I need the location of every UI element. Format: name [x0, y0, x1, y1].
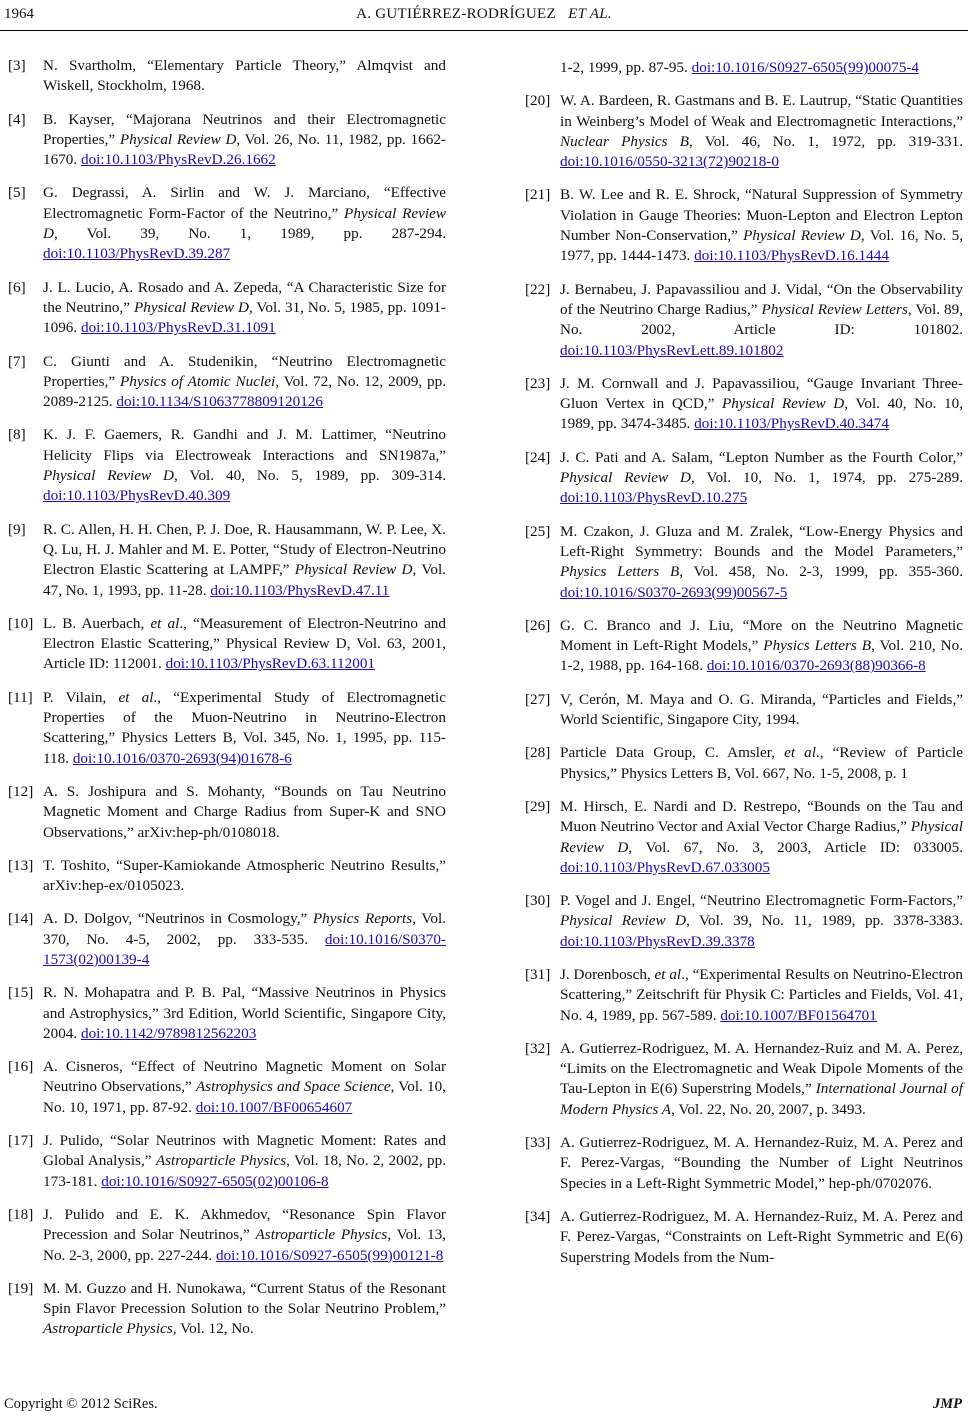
reference-number: [29] — [525, 797, 551, 815]
reference-text — [43, 1131, 446, 1192]
reference-text — [560, 616, 963, 677]
reference-number: [16] — [8, 1058, 34, 1076]
reference-number: [20] — [525, 92, 551, 110]
reference-text — [560, 185, 963, 266]
reference-text — [560, 522, 963, 603]
reference-text — [43, 352, 446, 413]
reference-entry — [525, 280, 963, 361]
reference-citation: A. Gutierrez-Rodriguez, M. A. Hernandez-Ruiz, M. A. Perez and F. Perez-Vargas, “Bounding the Number of Light Neutrinos Species in a Left-Right Symmetric Model,” hep-ph/0702076. — [560, 1134, 963, 1192]
reference-entry — [525, 1133, 963, 1194]
reference-citation: A. Gutierrez-Rodriguez, M. A. Hernandez-Ruiz, M. A. Perez and F. Perez-Vargas, “Constraints on Left-Right Symmetric and E(6) Superstring Models from the Num- — [560, 1207, 963, 1266]
reference-journal: Physics Reports — [312, 910, 413, 928]
reference-citation: J. Dorenbosch, — [560, 965, 655, 983]
header-rule — [0, 30, 968, 31]
reference-details: , Vol. 10, No. 10, 1971, pp. 87-92. — [43, 1078, 446, 1116]
reference-citation: B. W. Lee and R. E. Shrock, “Natural Suppression of Symmetry Violation in Gauge Theories: Muon-Lepton and Electron Lepton Number Non-Conservation,” — [560, 186, 963, 245]
reference-details: , Vol. 40, No. 10, 1989, pp. 3474-3485. — [560, 395, 963, 433]
reference-text — [43, 1057, 446, 1118]
reference-text — [43, 110, 446, 171]
reference-text — [560, 280, 963, 361]
reference-entry — [525, 522, 963, 603]
reference-number: [14] — [8, 910, 34, 928]
reference-entry — [525, 185, 963, 266]
reference-journal: Physical Review D — [560, 818, 963, 856]
reference-entry — [525, 690, 963, 731]
reference-text — [560, 448, 963, 509]
reference-entry — [525, 1039, 963, 1120]
reference-details: ., “Experimental Results on Neutrino-Electron Scattering,” Zeitschrift für Physik C: Particles and Fields, Vol. 41, No. 4, 1989, pp. 567-589. — [560, 965, 964, 1024]
reference-journal: Physics of Atomic Nuclei — [119, 372, 276, 390]
doi-link[interactable]: doi:10.1103/PhysRevD.39.287 — [43, 245, 231, 263]
reference-text — [43, 1205, 446, 1266]
doi-link[interactable]: doi:10.1103/PhysRevD.40.3474 — [694, 415, 889, 433]
reference-journal: Astroparticle Physics — [155, 1152, 287, 1170]
reference-journal: Physical Review Letters — [761, 300, 908, 318]
reference-journal: Physics Letters B — [560, 563, 680, 581]
reference-journal: et al — [654, 965, 682, 983]
reference-number: [31] — [525, 965, 551, 983]
reference-journal: Physical Review D — [722, 395, 845, 413]
reference-text — [43, 856, 446, 897]
reference-details: , Vol. 10, No. 1, 1974, pp. 275-289. — [691, 469, 963, 487]
doi-link[interactable]: doi:10.1142/9789812562203 — [80, 1024, 257, 1042]
reference-text — [43, 1279, 446, 1340]
reference-text — [43, 909, 446, 970]
doi-link[interactable]: doi:10.1103/PhysRevD.31.1091 — [80, 319, 276, 337]
reference-journal: Astroparticle Physics — [255, 1226, 388, 1244]
reference-citation: M. Czakon, J. Gluza and M. Zralek, “Low-Energy Physics and Left-Right Symmetry: Bounds and the Model Parameters,” — [560, 522, 963, 560]
reference-entry — [8, 1057, 446, 1118]
doi-link[interactable]: doi:10.1103/PhysRevD.16.1444 — [694, 247, 889, 265]
reference-journal: et al — [784, 744, 816, 762]
page-header — [0, 6, 968, 28]
reference-details: , Vol. 458, No. 2-3, 1999, pp. 355-360. — [679, 563, 963, 581]
reference-text — [560, 1039, 963, 1120]
reference-citation: T. Toshito, “Super-Kamiokande Atmospheric Neutrino Results,” arXiv:hep-ex/0105023. — [43, 856, 446, 895]
reference-number: [10] — [8, 614, 34, 632]
reference-number: [24] — [525, 448, 551, 466]
references-left-column — [8, 56, 446, 1353]
reference-citation: A. S. Joshipura and S. Mohanty, “Bounds on Tau Neutrino Magnetic Moment and Charge Radius from Super-K and SNO Observations,” arXiv:hep-ph/0108018. — [43, 782, 446, 841]
reference-number: [26] — [525, 616, 551, 634]
doi-link[interactable]: doi:10.1103/PhysRevD.67.033005 — [560, 858, 770, 876]
reference-number: [27] — [525, 690, 551, 708]
reference-journal: et al — [150, 614, 180, 632]
reference-details: , Vol. 46, No. 1, 1972, pp. 319-331. — [689, 132, 963, 150]
reference-citation: M. Hirsch, E. Nardi and D. Restrepo, “Bounds on the Tau and Muon Neutrino Vector and Axial Vector Charge Radius,” — [560, 797, 963, 836]
reference-text — [560, 58, 963, 78]
reference-details: , Vol. 12, No. — [172, 1320, 254, 1338]
reference-citation: A. Cisneros, “Effect of Neutrino Magnetic Moment on Solar Neutrino Observations,” — [43, 1058, 446, 1096]
reference-journal: Astrophysics and Space Science — [195, 1078, 391, 1096]
reference-text — [43, 520, 446, 601]
reference-entry — [8, 1205, 446, 1266]
reference-citation: P. Vilain, — [43, 688, 119, 706]
reference-details: , Vol. 370, No. 4-5, 2002, pp. 333-535. — [43, 910, 446, 948]
reference-citation: J. C. Pati and A. Salam, “Lepton Number as the Fourth Color,” — [560, 448, 963, 466]
reference-details: ., “Review of Particle Physics,” Physics Letters B, Vol. 667, No. 1-5, 2008, p. 1 — [560, 744, 963, 782]
doi-link[interactable]: doi:10.1016/S0927-6505(02)00106-8 — [101, 1172, 329, 1190]
reference-text — [560, 891, 963, 952]
reference-text — [43, 782, 446, 843]
reference-details: , Vol. 31, No. 5, 1985, pp. 1091-1096. — [43, 298, 446, 337]
reference-entry — [8, 110, 446, 171]
reference-details: , Vol. 26, No. 11, 1982, pp. 1662-1670. — [43, 130, 446, 169]
reference-number: [25] — [525, 522, 551, 540]
reference-text — [560, 690, 963, 731]
journal-abbrev: JMP — [933, 1396, 962, 1412]
reference-number: [12] — [8, 782, 34, 800]
reference-details: , Vol. 16, No. 5, 1977, pp. 1444-1473. — [560, 227, 964, 265]
reference-entry — [525, 448, 963, 509]
reference-number: [8] — [8, 426, 26, 444]
reference-text — [560, 1133, 963, 1194]
reference-citation: J. Bernabeu, J. Papavassiliou and J. Vidal, “On the Observability of the Neutrino Charge Radius,” — [560, 280, 963, 318]
reference-citation: J. M. Cornwall and J. Papavassiliou, “Gauge Invariant Three-Gluon Vertex in QCD,” — [560, 374, 963, 413]
reference-entry — [8, 278, 446, 339]
reference-entry — [525, 91, 963, 172]
reference-text — [560, 1207, 963, 1268]
reference-entry — [525, 58, 963, 78]
reference-citation: A. D. Dolgov, “Neutrinos in Cosmology,” — [43, 910, 313, 928]
reference-details: , Vol. 67, No. 3, 2003, Article ID: 033005. — [628, 838, 963, 856]
reference-entry — [8, 56, 446, 97]
reference-journal: Physical Review D — [560, 469, 691, 487]
reference-number: [11] — [8, 688, 33, 706]
reference-details: , Vol. 40, No. 5, 1989, pp. 309-314. — [174, 467, 446, 485]
reference-journal: Physical Review D — [133, 298, 249, 316]
reference-text — [560, 91, 963, 172]
doi-link[interactable]: doi:10.1016/0550-3213(72)90218-0 — [560, 153, 779, 171]
reference-journal: Physics Letters B — [763, 637, 872, 655]
reference-citation: W. A. Bardeen, R. Gastmans and B. E. Lautrup, “Static Quantities in Weinberg’s Model of Weak and Electromagnetic Interactions,” — [560, 92, 963, 130]
reference-journal: Physical Review D — [294, 561, 413, 579]
reference-number: [34] — [525, 1207, 551, 1225]
doi-link[interactable]: doi:10.1103/PhysRevD.10.275 — [560, 489, 748, 507]
doi-link[interactable]: doi:10.1007/BF01564701 — [720, 1006, 877, 1024]
doi-link[interactable]: doi:10.1103/PhysRevD.40.309 — [43, 487, 231, 505]
reference-entry — [8, 983, 446, 1044]
doi-link[interactable]: doi:10.1016/S0370-2693(99)00567-5 — [560, 583, 788, 601]
reference-details: , Vol. 13, No. 2-3, 2000, pp. 227-244. — [43, 1226, 446, 1264]
reference-number: [22] — [525, 280, 551, 298]
reference-citation: G. C. Branco and J. Liu, “More on the Neutrino Magnetic Moment in Left-Right Models,” — [560, 616, 963, 655]
doi-link[interactable]: doi:10.1103/PhysRevD.47.11 — [210, 581, 390, 599]
reference-citation: R. N. Mohapatra and P. B. Pal, “Massive Neutrinos in Physics and Astrophysics,” 3rd Edition, World Scientific, Singapore City, 2004. — [43, 984, 446, 1042]
doi-link[interactable]: doi:10.1103/PhysRevD.39.3378 — [560, 932, 755, 950]
reference-number: [9] — [8, 520, 26, 538]
doi-link[interactable]: doi:10.1016/S0927-6505(99)00075-4 — [691, 59, 920, 76]
reference-details: , Vol. 39, No. 1, 1989, pp. 287-294. — [53, 225, 446, 243]
reference-entry — [525, 616, 963, 677]
reference-number: [3] — [8, 57, 26, 74]
reference-journal: Physical Review D — [43, 204, 446, 243]
reference-number: [7] — [8, 352, 26, 370]
reference-text — [43, 56, 446, 97]
reference-journal: Physical Review D — [560, 912, 687, 930]
reference-entry — [8, 352, 446, 413]
reference-citation: P. Vogel and J. Engel, “Neutrino Electromagnetic Form-Factors,” — [560, 892, 963, 910]
doi-link[interactable]: doi:10.1016/S0927-6505(99)00121-8 — [215, 1246, 444, 1264]
reference-citation: A. Gutierrez-Rodriguez, M. A. Hernandez-Ruiz and M. A. Perez, “Limits on the Electromagnetic and Weak Dipole Moments of the Tau-Lepton in E(6) Superstring Models,” — [560, 1039, 963, 1098]
reference-entry — [8, 183, 446, 264]
reference-text — [43, 278, 446, 339]
reference-details: , Vol. 210, No. 1-2, 1988, pp. 164-168. — [560, 637, 963, 675]
reference-journal: Physical Review D — [119, 130, 237, 148]
reference-number: [23] — [525, 374, 551, 392]
reference-number: [13] — [8, 856, 34, 874]
doi-link[interactable]: doi:10.1016/0370-2693(88)90366-8 — [706, 657, 926, 675]
reference-entry — [8, 688, 446, 769]
reference-entry — [8, 614, 446, 675]
references-right-column — [525, 58, 963, 1281]
reference-number: [15] — [8, 984, 34, 1002]
reference-entry — [525, 374, 963, 435]
reference-citation: N. Svartholm, “Elementary Particle Theory,” Almqvist and Wiskell, Stockholm, 1968. — [43, 57, 446, 95]
reference-entry — [8, 1279, 446, 1340]
reference-journal: International Journal of Modern Physics A — [560, 1080, 963, 1118]
reference-text — [560, 965, 963, 1026]
reference-text — [560, 797, 963, 878]
reference-text — [43, 425, 446, 506]
reference-journal: et al — [118, 688, 154, 706]
reference-number: [17] — [8, 1132, 34, 1150]
reference-text — [43, 614, 446, 675]
reference-citation: L. B. Auerbach, — [43, 614, 151, 632]
reference-citation: V, Cerón, M. Maya and O. G. Miranda, “Particles and Fields,” World Scientific, Singapore City, 1994. — [560, 690, 963, 729]
reference-details: , Vol. 22, No. 20, 2007, p. 3493. — [671, 1100, 866, 1118]
reference-citation: J. Pulido, “Solar Neutrinos with Magnetic Moment: Rates and Global Analysis,” — [43, 1132, 446, 1170]
reference-entry — [525, 743, 963, 784]
doi-link[interactable]: doi:10.1007/BF00654607 — [195, 1098, 353, 1116]
reference-citation: 1-2, 1999, pp. 87-95. — [560, 59, 692, 76]
reference-journal: Astroparticle Physics — [43, 1320, 173, 1338]
reference-entry — [525, 1207, 963, 1268]
reference-number: [28] — [525, 744, 551, 762]
doi-link[interactable]: doi:10.1016/0370-2693(94)01678-6 — [72, 749, 292, 767]
reference-text — [43, 983, 446, 1044]
doi-link[interactable]: doi:10.1016/S0370-1573(02)00139-4 — [43, 930, 446, 968]
reference-number: [21] — [525, 186, 551, 204]
running-title — [0, 6, 968, 23]
reference-details: , Vol. 89, No. 2002, Article ID: 101802. — [560, 300, 963, 339]
reference-entry — [8, 425, 446, 506]
reference-details: , Vol. 47, No. 1, 1993, pp. 11-28. — [43, 561, 446, 599]
doi-link[interactable]: doi:10.1103/PhysRevLett.89.101802 — [560, 341, 784, 359]
reference-text — [43, 183, 446, 264]
reference-entry — [8, 1131, 446, 1192]
reference-number: [4] — [8, 110, 26, 128]
reference-details: , Vol. 39, No. 11, 1989, pp. 3378-3383. — [686, 912, 963, 930]
copyright-notice: Copyright © 2012 SciRes. — [4, 1396, 158, 1412]
reference-entry — [8, 520, 446, 601]
reference-citation: C. Giunti and A. Studenikin, “Neutrino Electromagnetic Properties,” — [43, 352, 446, 390]
reference-number: [33] — [525, 1134, 551, 1152]
reference-citation: G. Degrassi, A. Sirlin and W. J. Marciano, “Effective Electromagnetic Form-Factor of the Neutrino,” — [43, 184, 446, 222]
reference-citation: K. J. F. Gaemers, R. Gandhi and J. M. Lattimer, “Neutrino Helicity Flips via Electroweak Interactions and SN1987a,” — [43, 426, 446, 464]
reference-number: [5] — [8, 184, 26, 202]
reference-details: ., “Experimental Study of Electromagnetic Properties of the Muon-Neutrino in Neutrino-Electron Scattering,” Physics Letters B, Vol. 345, No. 1, 1995, pp. 115-118. — [43, 688, 446, 767]
reference-number: [32] — [525, 1039, 551, 1057]
reference-citation: Particle Data Group, C. Amsler, — [560, 744, 785, 762]
reference-journal: Nuclear Physics B — [560, 132, 690, 150]
reference-entry — [8, 782, 446, 843]
reference-citation: J. L. Lucio, A. Rosado and A. Zepeda, “A Characteristic Size for the Neutrino,” — [43, 278, 446, 316]
reference-text — [560, 374, 963, 435]
reference-text — [560, 743, 963, 784]
reference-citation: B. Kayser, “Majorana Neutrinos and their Electromagnetic Properties,” — [43, 110, 446, 148]
reference-entry — [525, 965, 963, 1026]
running-title-etal: ET AL. — [568, 6, 612, 22]
reference-citation: R. C. Allen, H. H. Chen, P. J. Doe, R. Hausammann, W. P. Lee, X. Q. Lu, H. J. Mahler and M. E. Potter, “Study of Electron-Neutrino Electron Elastic Scattering at LAMPF,” — [43, 520, 446, 579]
doi-link[interactable]: doi:10.1103/PhysRevD.63.112001 — [165, 655, 376, 673]
reference-entry — [525, 891, 963, 952]
reference-entry — [8, 909, 446, 970]
reference-citation: J. Pulido and E. K. Akhmedov, “Resonance Spin Flavor Precession and Solar Neutrinos,” — [43, 1205, 446, 1244]
reference-entry — [525, 797, 963, 878]
running-title-authors: A. GUTIÉRREZ-RODRÍGUEZ — [356, 6, 556, 22]
reference-citation: M. M. Guzzo and H. Nunokawa, “Current Status of the Resonant Spin Flavor Precession Solution to the Solar Neutrino Problem,” — [43, 1279, 446, 1318]
reference-number: [19] — [8, 1279, 34, 1297]
doi-link[interactable]: doi:10.1134/S1063778809120126 — [116, 393, 323, 411]
reference-details: ., “Measurement of Electron-Neutrino and Electron Elastic Scattering,” Physical Review D, Vol. 63, 2001, Article ID: 112001. — [43, 614, 446, 673]
reference-number: [30] — [525, 892, 551, 910]
doi-link[interactable]: doi:10.1103/PhysRevD.26.1662 — [80, 151, 276, 169]
reference-number: [18] — [8, 1205, 34, 1223]
reference-journal: Physical Review D — [743, 227, 861, 245]
page-number: 1964 — [4, 6, 34, 22]
reference-details: , Vol. 72, No. 12, 2009, pp. 2089-2125. — [43, 372, 446, 411]
reference-journal: Physical Review D — [43, 467, 174, 485]
reference-text — [43, 688, 446, 769]
reference-entry — [8, 856, 446, 897]
page-footer — [0, 1396, 968, 1416]
reference-details: , Vol. 18, No. 2, 2002, pp. 173-181. — [43, 1152, 446, 1190]
reference-number: [6] — [8, 278, 26, 296]
